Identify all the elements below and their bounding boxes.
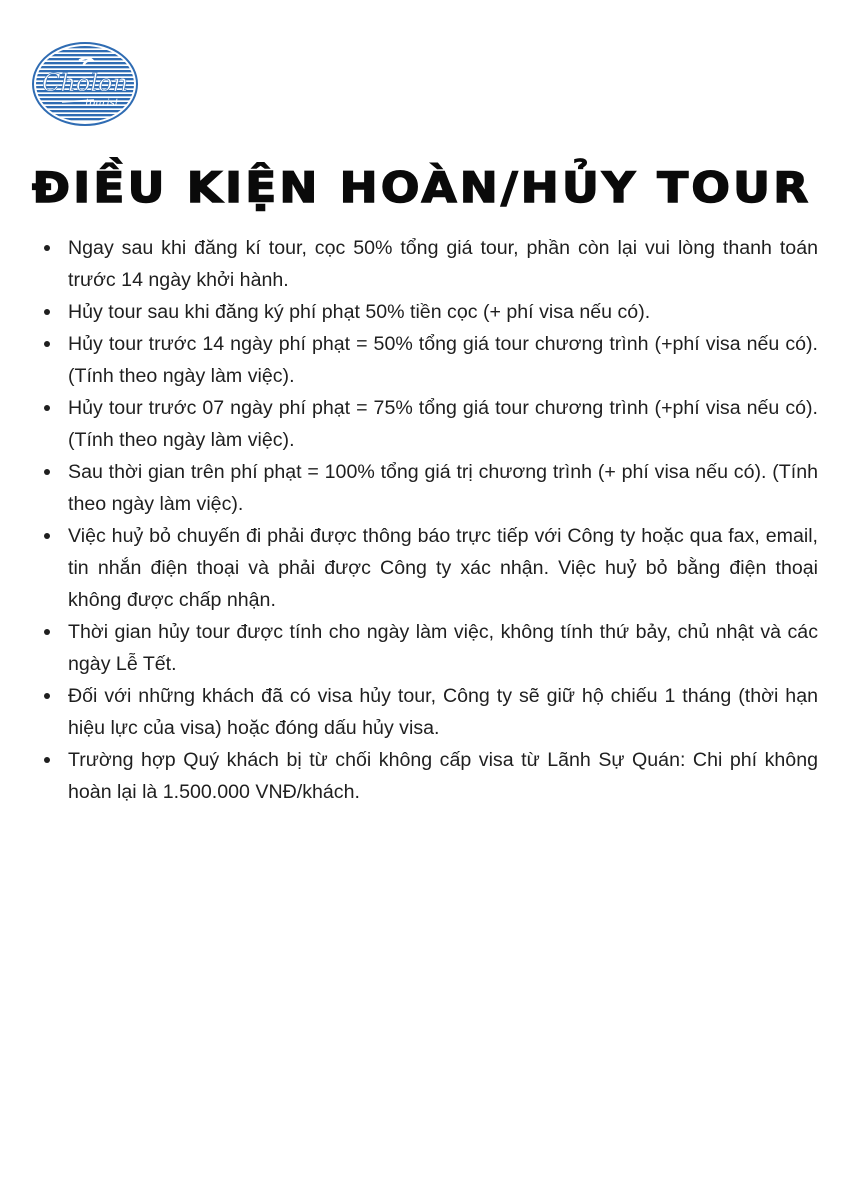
rule-text: Ngay sau khi đăng kí tour, cọc 50% tổng giá tour, phần còn lại vui lòng thanh toán trước 14 ngày khởi hành.: [68, 237, 818, 291]
list-item: [68, 456, 818, 520]
bullet-icon: [44, 469, 50, 475]
bullet-icon: [44, 629, 50, 635]
bullet-icon: [44, 405, 50, 411]
company-logo: [32, 42, 138, 126]
cancellation-rules-list: [32, 232, 818, 808]
bullet-icon: [44, 757, 50, 763]
rule-text: Việc huỷ bỏ chuyến đi phải được thông báo trực tiếp với Công ty hoặc qua fax, email, tin nhắn điện thoại và phải được Công ty xác nhận. Việc huỷ bỏ bằng điện thoại không được chấp nhận.: [68, 525, 818, 611]
list-item: [68, 744, 818, 808]
cholon-tourist-logo-icon: [32, 42, 138, 126]
list-item: [68, 616, 818, 680]
list-item: [68, 232, 818, 296]
rule-text: Sau thời gian trên phí phạt = 100% tổng giá trị chương trình (+ phí visa nếu có). (Tính theo ngày làm việc).: [68, 461, 818, 515]
rule-text: Đối với những khách đã có visa hủy tour, Công ty sẽ giữ hộ chiếu 1 tháng (thời hạn hiệu lực của visa) hoặc đóng dấu hủy visa.: [68, 685, 818, 739]
rule-text: Hủy tour trước 07 ngày phí phạt = 75% tổng giá tour chương trình (+phí visa nếu có). (Tính theo ngày làm việc).: [68, 397, 818, 451]
list-item: [68, 328, 818, 392]
rule-text: Thời gian hủy tour được tính cho ngày làm việc, không tính thứ bảy, chủ nhật và các ngày Lễ Tết.: [68, 621, 818, 675]
bullet-icon: [44, 533, 50, 539]
rule-text: Hủy tour sau khi đăng ký phí phạt 50% tiền cọc (+ phí visa nếu có).: [68, 301, 651, 323]
list-item: [68, 520, 818, 616]
list-item: [68, 296, 818, 328]
rule-text: Hủy tour trước 14 ngày phí phạt = 50% tổng giá tour chương trình (+phí visa nếu có). (Tính theo ngày làm việc).: [68, 333, 818, 387]
rule-text: Trường hợp Quý khách bị từ chối không cấp visa từ Lãnh Sự Quán: Chi phí không hoàn lại là 1.500.000 VNĐ/khách.: [68, 749, 818, 803]
logo-brand-text: Cholon: [42, 69, 128, 97]
bullet-icon: [44, 693, 50, 699]
list-item: [68, 392, 818, 456]
bullet-icon: [44, 341, 50, 347]
list-item: [68, 680, 818, 744]
bullet-icon: [44, 309, 50, 315]
bullet-icon: [44, 245, 50, 251]
logo-tagline-text: tourist: [85, 98, 119, 109]
page-title: ĐIỀU KIỆN HOÀN/HỦY TOUR: [32, 163, 812, 212]
